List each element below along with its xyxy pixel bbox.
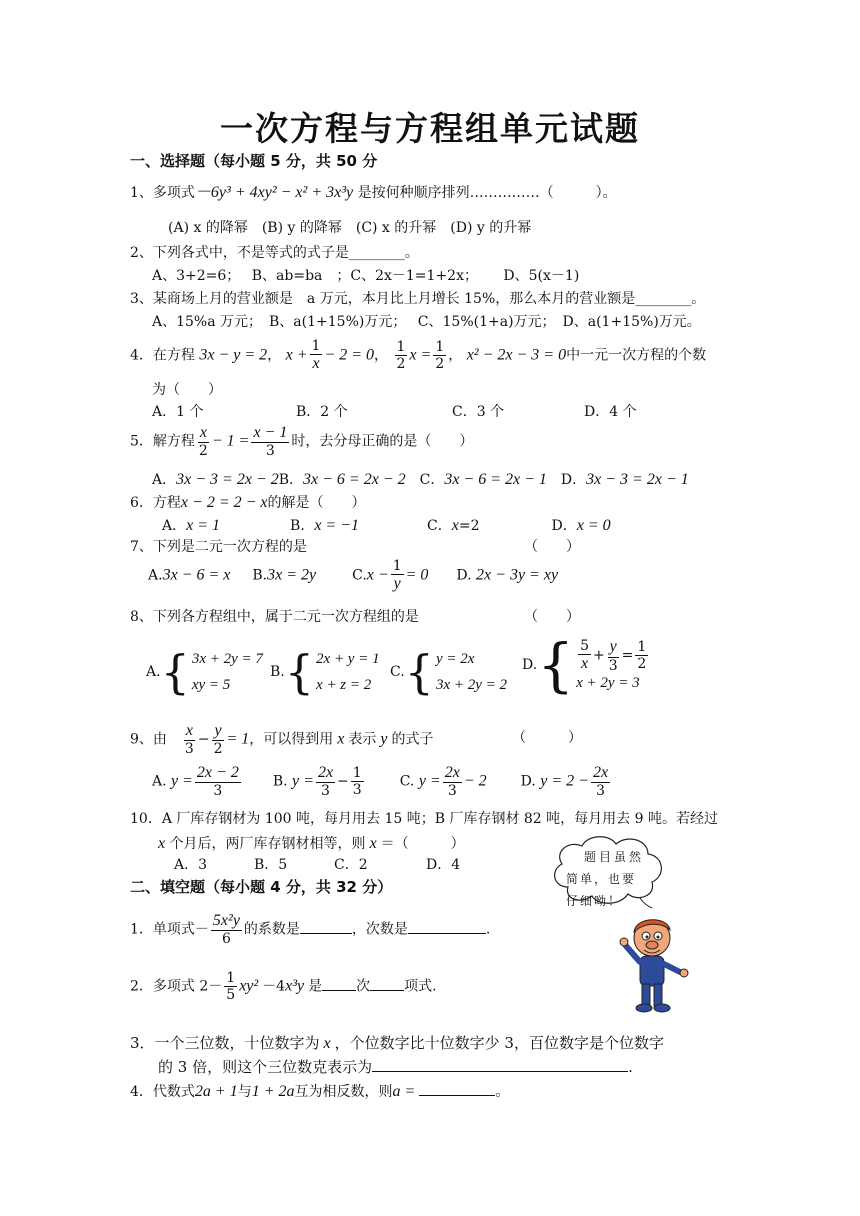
- question-5: 5．解方程 $\frac{x}{2}$ − 1 = $\frac{x - 1}{3}$ 时，去分母正确的是（ ）: [130, 424, 474, 460]
- question-10-line2: x 个月后，两厂库存钢材相等，则 x ＝（ ）: [158, 835, 465, 852]
- question-6: 6．方程x − 2 = 2 − x的解是（ ）: [130, 494, 366, 511]
- page-title: 一次方程与方程组单元试题: [220, 109, 640, 148]
- question-9: 9、由 $\frac{x}{3}$ − $\frac{y}{2}$ = 1，可以得到用 x 表示 y 的式子: [130, 722, 434, 758]
- question-4-cont: 为（ ）: [152, 382, 222, 398]
- question-8-paren: （ ）: [524, 609, 580, 625]
- fill-question-3: 3．一个三位数，十位数字为 x ，个位数字比十位数字少 3，百位数字是个位数字: [130, 1034, 664, 1052]
- question-2-options: A、3+2=6； B、ab=ba ；C、2x－1=1+2x； D、5(x－1): [152, 268, 580, 284]
- q1-polynomial: －6y³ + 4xy² − x² + 3x³y: [194, 184, 354, 201]
- q8-option-c: C. { y = 2x 3x + 2y = 2: [390, 645, 508, 699]
- question-7: 7、下列是二元一次方程的是: [130, 539, 307, 555]
- bubble-line-2: 简单，也要: [566, 872, 637, 886]
- fill-blank[interactable]: [372, 1070, 628, 1072]
- section-choice-heading: 一、选择题（每小题 5 分，共 50 分: [130, 152, 378, 170]
- fill-blank[interactable]: [370, 989, 404, 991]
- q8-option-b: B. { 2x + y = 1 x + z = 2: [270, 645, 380, 699]
- question-10: 10．A 厂库存钢材为 100 吨，每月用去 15 吨；B 厂库存钢材 82 吨，每月用去 9 吨。若经过: [130, 811, 718, 827]
- q4-option-d: D．4 个: [584, 404, 637, 420]
- question-5-options: A．3x − 3 = 2x − 2B．3x − 6 = 2x − 2 C．3x − 6 = 2x − 1 D．3x − 3 = 2x − 1: [152, 471, 689, 488]
- q4-option-b: B．2 个: [296, 404, 348, 420]
- question-3-options: A、15%a 万元； B、a(1+15%)万元； C、15%(1+a)万元； D、a(1+15%)万元。: [152, 314, 701, 330]
- question-3: 3、某商场上月的营业额是 a 万元，本月比上月增长 15%，那么本月的营业额是________。: [130, 291, 706, 307]
- question-9-paren: （ ）: [512, 730, 582, 746]
- fill-question-1: 1．单项式－ $\frac{\text{5x²y}}{6}$ 的系数是 ，次数是 .: [130, 912, 491, 948]
- question-8: 8、下列各方程组中，属于二元一次方程组的是: [130, 609, 419, 625]
- fill-question-4: 4．代数式2a + 1与1 + 2a互为相反数，则a = 。: [130, 1083, 510, 1100]
- q10-option-c: C．2: [334, 857, 368, 873]
- section-fill-heading: 二、填空题（每小题 4 分，共 32 分）: [130, 878, 393, 896]
- question-9-options: A. y = $\frac{2x - 2}{3}$ B. y = $\frac{2x}{3}$ − $\frac{1}{3}$ C. y = $\frac{2x}{3}$ − 2 D. y = 2 − $\frac{2x}{3}$: [152, 764, 609, 800]
- fill-question-3-line2: 的 3 倍，则这个三位数克表示为 .: [158, 1058, 633, 1076]
- q8-option-a: A. { 3x + 2y = 7 xy = 5: [146, 645, 263, 699]
- question-1-options: (A) x 的降幂 (B) y 的降幂 (C) x 的升幂 (D) y 的升幂: [168, 220, 532, 236]
- question-1: 1、多项式－6y³ + 4xy² − x² + 3x³y 是按何种顺序排列……………（ ）。: [130, 184, 617, 201]
- question-2: 2、下列各式中，不是等式的式子是________。: [130, 245, 419, 261]
- fill-blank[interactable]: [300, 932, 352, 934]
- fill-blank[interactable]: [408, 932, 486, 934]
- bubble-line-3: 仔细呦！: [566, 894, 623, 908]
- question-7-options: A.3x − 6 = x B.3x = 2y C.x − $\frac{1}{y}$ = 0 D. 2x − 3y = xy: [148, 558, 559, 593]
- q10-option-a: A．3: [174, 857, 208, 873]
- question-4: 4．在方程 3x − y = 2， x + $\frac{1}{x}$ − 2 = 0， $\frac{1}{2}$ x = $\frac{1}{2}$ ， x² − 2x − 3 = 0中一元一次方程的个数: [130, 338, 707, 373]
- cartoon-boy-icon: [612, 912, 702, 1016]
- q10-option-b: B．5: [254, 857, 288, 873]
- question-7-paren: （ ）: [524, 539, 580, 555]
- bubble-line-1: 题目虽然: [584, 850, 645, 864]
- q4-option-a: A．1 个: [152, 404, 204, 420]
- fill-blank[interactable]: [419, 1094, 495, 1096]
- question-6-options: A．x = 1 B．x = −1 C．x=2 D．x = 0: [162, 517, 611, 534]
- q8-option-d: D. { $\frac{5}{x}$ + $\frac{y}{3}$ = $\frac{1}{2}$ x + 2y = 3: [522, 631, 647, 699]
- fill-question-2: 2．多项式 2－ $\frac{1}{5}$ xy² －4x³y 是 次 项式.: [130, 970, 437, 1004]
- q10-option-d: D．4: [426, 857, 461, 873]
- q4-option-c: C．3 个: [452, 404, 505, 420]
- fill-blank[interactable]: [322, 989, 356, 991]
